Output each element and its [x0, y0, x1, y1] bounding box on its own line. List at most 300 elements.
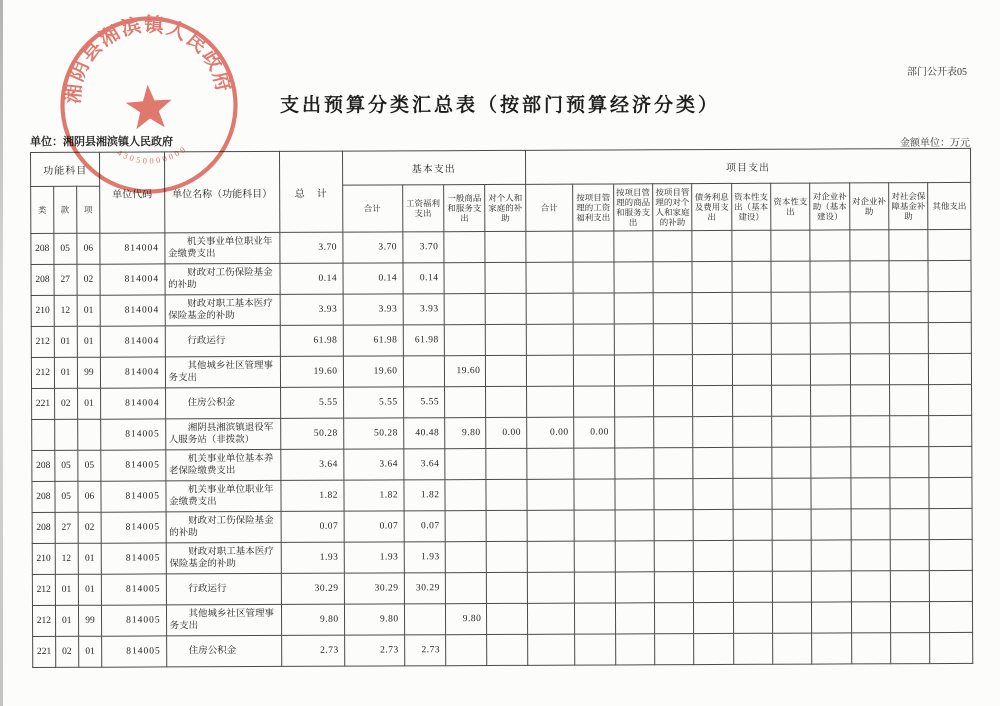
project-enterprise-construction-cell [811, 509, 850, 540]
project-goods-services-cell [615, 479, 654, 510]
basic-personal-family-cell: 0.00 [486, 417, 526, 448]
project-capital-cell [773, 633, 812, 664]
basic-salary-cell: 3.93 [403, 294, 445, 325]
project-enterprise-construction-cell [811, 478, 850, 509]
project-debt-interest-cell [693, 385, 732, 416]
project-capital-cell [771, 323, 810, 354]
project-capital-construction-cell [732, 385, 771, 416]
project-enterprise-subsidy-cell [850, 323, 889, 354]
amount-unit-label: 金额单位：万元 [900, 138, 970, 149]
project-capital-cell [772, 478, 811, 509]
basic-subtotal-cell: 30.29 [344, 573, 404, 604]
basic-subtotal-cell: 61.98 [343, 325, 403, 356]
seal-org-text: 湘阴县湘滨镇人民政府 [63, 14, 234, 105]
func-section-cell: 02 [55, 636, 78, 667]
basic-salary-cell: 30.29 [404, 573, 446, 604]
basic-salary-cell: 2.73 [404, 635, 446, 666]
project-social-security-cell [889, 323, 928, 354]
project-capital-construction-cell [733, 540, 772, 571]
header-project-capital-construction: 资本性支出（基本建设） [731, 183, 771, 230]
func-item-cell: 02 [77, 264, 101, 295]
basic-goods-services-cell: 19.60 [444, 356, 486, 387]
unit-name-cell: 其他城乡社区管理事务支出 [165, 356, 281, 388]
unit-name-cell: 住房公积金 [166, 635, 282, 667]
project-personal-family-cell [654, 603, 693, 634]
project-capital-construction-cell [733, 571, 772, 602]
total-cell: 2.73 [282, 635, 344, 666]
project-salary-cell [574, 479, 614, 510]
project-goods-services-cell [614, 324, 653, 355]
project-debt-interest-cell [692, 292, 731, 323]
project-other-cell [930, 632, 973, 663]
func-class-cell: 221 [33, 636, 56, 667]
project-enterprise-subsidy-cell [851, 509, 890, 540]
basic-personal-family-cell [486, 324, 526, 355]
basic-salary-cell: 1.82 [404, 480, 446, 511]
basic-goods-services-cell [444, 387, 486, 418]
unit-code-cell: 814004 [100, 264, 164, 295]
basic-goods-services-cell [444, 232, 486, 263]
func-section-cell: 05 [54, 233, 77, 264]
basic-personal-family-cell [487, 603, 527, 634]
project-salary-cell [575, 541, 615, 572]
func-section-cell: 12 [54, 295, 77, 326]
func-item-cell: 01 [77, 295, 101, 326]
unit-code-cell: 814005 [101, 481, 165, 512]
project-enterprise-construction-cell [812, 602, 851, 633]
unit-name-cell: 财政对职工基本医疗保险基金的补助 [165, 294, 281, 326]
header-project-enterprise-construction: 对企业补助（基本建设） [810, 183, 850, 230]
header-project-goods-services: 按项目管理的商品和服务支出 [613, 184, 653, 231]
header-project-salary: 按项目管理的工资福利支出 [573, 184, 614, 231]
project-subtotal-cell [527, 448, 575, 479]
project-social-security-cell [890, 571, 929, 602]
basic-goods-services-cell [445, 542, 487, 573]
func-item-cell: 99 [77, 357, 101, 388]
header-project-debt-interest: 债务利息及费用支出 [692, 183, 732, 230]
project-subtotal-cell [527, 634, 575, 665]
table-row [32, 601, 972, 636]
project-subtotal-cell: 0.00 [526, 417, 574, 448]
project-social-security-cell [889, 292, 928, 323]
unit-name-cell: 行政运行 [165, 325, 281, 357]
budget-table [30, 148, 973, 668]
func-class-cell: 212 [31, 326, 54, 357]
project-enterprise-subsidy-cell [851, 602, 890, 633]
total-cell: 19.60 [281, 356, 343, 387]
func-class-cell: 208 [31, 233, 54, 264]
basic-goods-services-cell [444, 263, 486, 294]
project-other-cell [928, 260, 971, 291]
project-debt-interest-cell [694, 571, 733, 602]
table-row [32, 384, 972, 419]
table-row [32, 539, 972, 574]
project-goods-services-cell [614, 231, 653, 262]
project-subtotal-cell [527, 572, 575, 603]
project-subtotal-cell [526, 324, 574, 355]
project-social-security-cell [889, 354, 928, 385]
project-goods-services-cell [614, 355, 653, 386]
func-class-cell [32, 419, 55, 450]
func-section-cell: 05 [55, 481, 78, 512]
project-personal-family-cell [654, 541, 693, 572]
total-cell: 9.80 [282, 604, 344, 635]
unit-code-cell: 814004 [100, 233, 164, 264]
basic-personal-family-cell [487, 634, 527, 665]
basic-subtotal-cell: 3.70 [342, 232, 402, 263]
header-basic-personal-family: 对个人和家庭的补助 [485, 184, 526, 231]
header-project-personal-family: 按项目管理的对个人和家庭的补助 [653, 184, 693, 231]
basic-subtotal-cell: 9.80 [344, 604, 404, 635]
meta-row [30, 133, 970, 149]
basic-personal-family-cell [485, 293, 525, 324]
project-enterprise-subsidy-cell [850, 447, 889, 478]
project-capital-construction-cell [732, 292, 771, 323]
unit-code-cell: 814004 [101, 388, 165, 419]
project-personal-family-cell [654, 448, 693, 479]
project-salary-cell [573, 293, 613, 324]
header-basic-salary: 工资福利支出 [402, 185, 444, 232]
project-enterprise-construction-cell [811, 385, 850, 416]
header-unit-name: 单位名称（功能科目） [164, 151, 280, 233]
project-salary-cell [573, 262, 613, 293]
func-item-cell [77, 419, 101, 450]
basic-subtotal-cell: 0.07 [344, 511, 404, 542]
project-capital-construction-cell [732, 416, 771, 447]
func-section-cell: 12 [55, 543, 78, 574]
project-other-cell [930, 601, 973, 632]
func-class-cell: 212 [32, 574, 55, 605]
project-salary-cell [574, 386, 614, 417]
basic-personal-family-cell [485, 262, 525, 293]
project-personal-family-cell [654, 572, 693, 603]
project-enterprise-construction-cell [811, 354, 850, 385]
unit-code-cell: 814005 [102, 605, 166, 636]
project-social-security-cell [890, 416, 929, 447]
basic-goods-services-cell [445, 511, 487, 542]
basic-goods-services-cell [444, 294, 486, 325]
basic-subtotal-cell: 0.14 [343, 263, 403, 294]
unit-name-cell: 其他城乡社区管理事务支出 [166, 604, 282, 636]
table-row [32, 508, 972, 543]
project-subtotal-cell [526, 355, 574, 386]
basic-salary-cell: 5.55 [403, 387, 445, 418]
total-cell: 3.64 [281, 449, 343, 480]
func-item-cell: 06 [77, 481, 101, 512]
table-row [32, 477, 972, 512]
project-enterprise-subsidy-cell [851, 633, 890, 664]
project-other-cell [929, 508, 972, 539]
basic-subtotal-cell: 3.93 [343, 294, 403, 325]
project-debt-interest-cell [693, 447, 732, 478]
project-enterprise-construction-cell [812, 633, 851, 664]
unit-name-cell: 机关事业单位职业年金缴费支出 [165, 480, 281, 512]
project-enterprise-construction-cell [810, 230, 849, 261]
doc-label: 部门公开表05 [907, 67, 967, 78]
project-subtotal-cell [526, 231, 574, 262]
project-goods-services-cell [615, 634, 654, 665]
basic-personal-family-cell [487, 541, 527, 572]
unit-code-cell: 814005 [102, 574, 166, 605]
project-capital-construction-cell [732, 323, 771, 354]
basic-goods-services-cell: 9.80 [445, 604, 487, 635]
total-cell: 30.29 [282, 573, 344, 604]
basic-salary-cell: 0.07 [404, 511, 446, 542]
basic-subtotal-cell: 50.28 [343, 418, 403, 449]
table-row [31, 322, 971, 357]
project-goods-services-cell [614, 448, 653, 479]
header-project-subtotal: 合计 [525, 184, 573, 231]
unit-label: 单位：湘阴县湘滨镇人民政府 [30, 136, 173, 148]
unit-code-cell: 814005 [102, 543, 166, 574]
project-subtotal-cell [526, 293, 574, 324]
func-class-cell: 221 [32, 388, 55, 419]
project-social-security-cell [889, 261, 928, 292]
project-salary-cell: 0.00 [574, 417, 614, 448]
project-other-cell [929, 415, 972, 446]
project-debt-interest-cell [694, 602, 733, 633]
func-class-cell: 212 [31, 357, 54, 388]
project-other-cell [929, 446, 972, 477]
header-func-item: 项 [76, 186, 100, 233]
project-other-cell [928, 291, 971, 322]
page-title: 支出预算分类汇总表（按部门预算经济分类） [279, 95, 720, 116]
project-capital-cell [772, 509, 811, 540]
project-enterprise-construction-cell [810, 292, 849, 323]
unit-code-cell: 814005 [101, 419, 165, 450]
basic-goods-services-cell [445, 449, 487, 480]
project-capital-construction-cell [733, 633, 772, 664]
header-project-group: 项目支出 [525, 148, 970, 184]
basic-salary-cell [404, 604, 446, 635]
project-other-cell [929, 322, 972, 353]
project-enterprise-subsidy-cell [850, 354, 889, 385]
basic-personal-family-cell [485, 231, 525, 262]
basic-personal-family-cell [486, 479, 526, 510]
table-row [32, 570, 972, 605]
project-personal-family-cell [655, 634, 694, 665]
header-basic-subtotal: 合计 [342, 185, 402, 232]
project-enterprise-construction-cell [812, 540, 851, 571]
project-social-security-cell [890, 478, 929, 509]
func-item-cell: 01 [77, 326, 101, 357]
header-project-social-security: 对社会保障基金补助 [889, 183, 929, 230]
header-project-capital: 资本性支出 [771, 183, 811, 230]
func-class-cell: 208 [32, 450, 55, 481]
func-section-cell: 01 [54, 326, 77, 357]
project-capital-cell [771, 230, 810, 261]
project-subtotal-cell [526, 262, 574, 293]
basic-goods-services-cell: 9.80 [445, 418, 487, 449]
total-cell: 1.93 [282, 542, 344, 573]
project-goods-services-cell [614, 417, 653, 448]
basic-personal-family-cell [486, 386, 526, 417]
project-subtotal-cell [526, 386, 574, 417]
project-salary-cell [575, 603, 615, 634]
func-section-cell: 01 [55, 605, 78, 636]
unit-code-cell: 814005 [101, 450, 165, 481]
project-goods-services-cell [614, 293, 653, 324]
project-capital-cell [772, 571, 811, 602]
project-enterprise-construction-cell [811, 447, 850, 478]
table-row [31, 260, 971, 295]
unit-name-cell: 行政运行 [166, 573, 282, 605]
project-social-security-cell [890, 602, 929, 633]
project-personal-family-cell [653, 231, 692, 262]
header-basic-group: 基本支出 [342, 150, 525, 185]
project-personal-family-cell [653, 324, 692, 355]
project-goods-services-cell [615, 510, 654, 541]
project-capital-construction-cell [732, 447, 771, 478]
table-row [32, 446, 972, 481]
basic-goods-services-cell [444, 325, 486, 356]
func-item-cell: 99 [78, 605, 102, 636]
func-section-cell: 01 [55, 574, 78, 605]
basic-goods-services-cell [445, 480, 487, 511]
project-personal-family-cell [653, 293, 692, 324]
func-section-cell: 05 [55, 450, 78, 481]
unit-name-cell: 住房公积金 [165, 387, 281, 419]
project-personal-family-cell [654, 417, 693, 448]
project-capital-construction-cell [733, 602, 772, 633]
table-row [33, 632, 973, 667]
project-social-security-cell [890, 540, 929, 571]
project-other-cell [930, 570, 973, 601]
func-class-cell: 210 [31, 295, 54, 326]
basic-personal-family-cell [487, 572, 527, 603]
func-class-cell: 208 [32, 512, 55, 543]
header-func-section: 款 [53, 186, 76, 233]
total-cell: 3.70 [280, 232, 342, 263]
project-subtotal-cell [527, 541, 575, 572]
func-item-cell: 05 [77, 450, 101, 481]
project-debt-interest-cell [693, 323, 732, 354]
table-header [31, 148, 971, 233]
project-enterprise-subsidy-cell [851, 540, 890, 571]
func-class-cell: 210 [32, 543, 55, 574]
func-class-cell: 208 [32, 481, 55, 512]
project-goods-services-cell [615, 541, 654, 572]
basic-salary-cell: 61.98 [403, 325, 445, 356]
project-capital-cell [772, 602, 811, 633]
project-enterprise-subsidy-cell [850, 292, 889, 323]
basic-salary-cell: 3.64 [403, 449, 445, 480]
project-enterprise-subsidy-cell [851, 478, 890, 509]
func-class-cell: 212 [32, 605, 55, 636]
project-debt-interest-cell [693, 416, 732, 447]
total-cell: 61.98 [281, 325, 343, 356]
project-enterprise-subsidy-cell [850, 261, 889, 292]
project-debt-interest-cell [692, 230, 731, 261]
header-total: 总 计 [280, 151, 342, 232]
project-personal-family-cell [654, 510, 693, 541]
project-other-cell [929, 353, 972, 384]
project-capital-cell [772, 416, 811, 447]
unit-name-cell: 财政对工伤保险基金的补助 [165, 263, 281, 295]
total-cell: 5.55 [281, 387, 343, 418]
func-section-cell: 01 [54, 357, 77, 388]
project-social-security-cell [890, 509, 929, 540]
total-cell: 50.28 [281, 418, 343, 449]
total-cell: 3.93 [281, 294, 343, 325]
func-item-cell: 01 [78, 636, 102, 667]
table-row [31, 353, 971, 388]
unit-name-cell: 财政对职工基本医疗保险基金的补助 [166, 542, 282, 574]
func-section-cell [54, 419, 77, 450]
project-salary-cell [574, 448, 614, 479]
func-section-cell: 27 [54, 264, 77, 295]
basic-salary-cell: 1.93 [404, 542, 446, 573]
header-project-enterprise-subsidy: 对企业补助 [849, 183, 889, 230]
func-item-cell: 06 [76, 233, 100, 264]
project-salary-cell [573, 231, 613, 262]
project-enterprise-construction-cell [811, 416, 850, 447]
header-func-class: 类 [31, 186, 54, 233]
project-capital-cell [771, 261, 810, 292]
project-capital-construction-cell [732, 261, 771, 292]
project-other-cell [928, 229, 971, 260]
project-other-cell [930, 539, 973, 570]
project-debt-interest-cell [693, 354, 732, 385]
unit-code-cell: 814004 [101, 326, 165, 357]
basic-goods-services-cell [446, 635, 488, 666]
func-section-cell: 02 [54, 388, 77, 419]
basic-subtotal-cell: 1.93 [344, 542, 404, 573]
project-enterprise-construction-cell [811, 323, 850, 354]
unit-code-cell: 814005 [102, 636, 166, 667]
total-cell: 0.07 [282, 511, 344, 542]
basic-personal-family-cell [486, 448, 526, 479]
project-goods-services-cell [615, 572, 654, 603]
header-unit-code: 单位代码 [100, 152, 165, 233]
func-item-cell: 01 [78, 543, 102, 574]
project-social-security-cell [891, 633, 930, 664]
project-personal-family-cell [653, 355, 692, 386]
header-func-group: 功能科目 [31, 152, 101, 186]
func-class-cell: 208 [31, 264, 54, 295]
project-capital-construction-cell [733, 509, 772, 540]
unit-name-cell: 财政对工伤保险基金的补助 [166, 511, 282, 543]
project-debt-interest-cell [694, 633, 733, 664]
func-item-cell: 01 [77, 388, 101, 419]
project-goods-services-cell [614, 386, 653, 417]
total-cell: 0.14 [280, 263, 342, 294]
project-other-cell [929, 384, 972, 415]
func-item-cell: 02 [78, 512, 102, 543]
basic-subtotal-cell: 5.55 [343, 387, 403, 418]
project-subtotal-cell [527, 510, 575, 541]
project-capital-construction-cell [732, 230, 771, 261]
seal-code-text: 43050000009 [115, 143, 190, 166]
project-enterprise-subsidy-cell [850, 416, 889, 447]
total-cell: 1.82 [281, 480, 343, 511]
basic-personal-family-cell [486, 355, 526, 386]
project-enterprise-construction-cell [810, 261, 849, 292]
project-salary-cell [574, 324, 614, 355]
project-subtotal-cell [527, 603, 575, 634]
project-debt-interest-cell [693, 478, 732, 509]
project-enterprise-subsidy-cell [850, 230, 889, 261]
project-social-security-cell [889, 230, 928, 261]
project-personal-family-cell [653, 262, 692, 293]
table-row [31, 291, 971, 326]
project-salary-cell [575, 572, 615, 603]
project-capital-cell [771, 354, 810, 385]
func-section-cell: 27 [55, 512, 78, 543]
unit-code-cell: 814005 [101, 512, 165, 543]
basic-salary-cell: 0.14 [403, 263, 445, 294]
basic-subtotal-cell: 19.60 [343, 356, 403, 387]
